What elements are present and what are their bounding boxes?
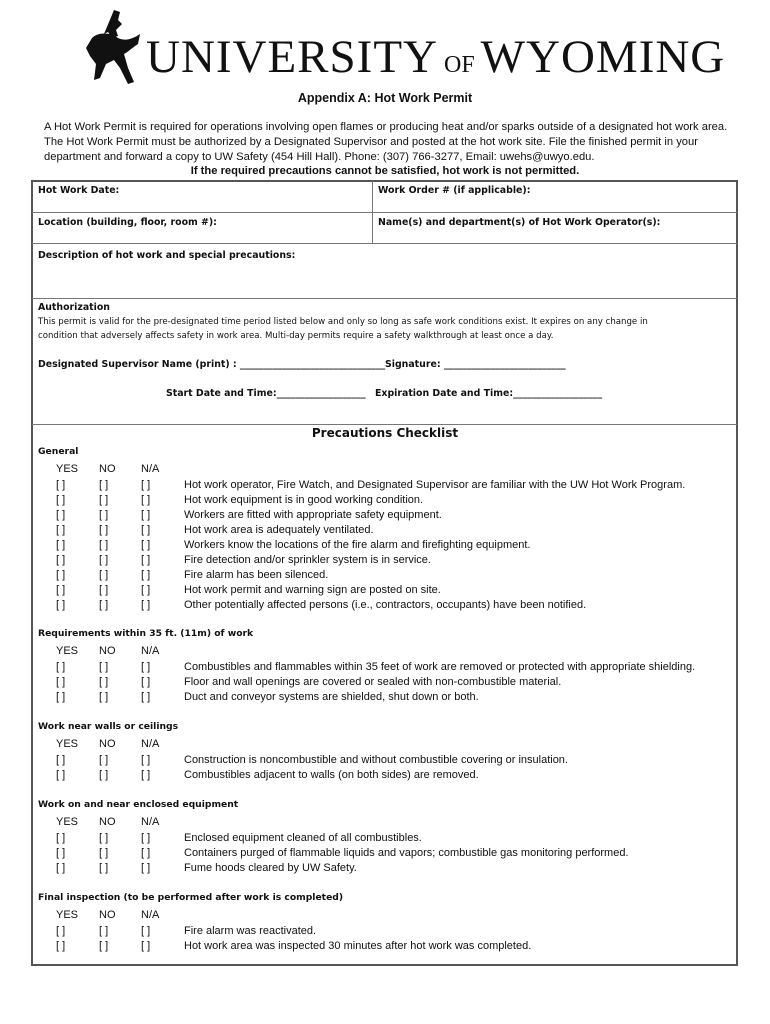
logo-wyoming: WYOMING: [480, 31, 726, 83]
logo-of: OF: [443, 52, 475, 78]
column-header-na: N/A: [141, 816, 160, 828]
no-checkbox[interactable]: [ ]: [99, 661, 109, 673]
section-heading: Work on and near enclosed equipment: [38, 799, 239, 810]
column-header-yes: YES: [56, 645, 79, 657]
yes-checkbox[interactable]: [ ]: [56, 754, 66, 766]
na-checkbox[interactable]: [ ]: [141, 554, 151, 566]
na-checkbox[interactable]: [ ]: [141, 847, 151, 859]
na-checkbox[interactable]: [ ]: [141, 661, 151, 673]
form-divider: [32, 243, 737, 244]
checklist-item: Enclosed equipment cleaned of all combustibles.: [184, 832, 422, 844]
checklist-item: Fire alarm was reactivated.: [184, 925, 317, 937]
expiration-date-field[interactable]: Expiration Date and Time:___________________: [375, 388, 603, 399]
na-checkbox[interactable]: [ ]: [141, 862, 151, 874]
yes-checkbox[interactable]: [ ]: [56, 494, 66, 506]
na-checkbox[interactable]: [ ]: [141, 569, 151, 581]
no-checkbox[interactable]: [ ]: [99, 569, 109, 581]
signature-field[interactable]: Signature: __________________________: [385, 359, 566, 370]
hot-work-date-field[interactable]: Hot Work Date:: [38, 185, 120, 196]
form-divider: [32, 212, 737, 213]
no-checkbox[interactable]: [ ]: [99, 862, 109, 874]
university-wordmark: [146, 30, 725, 84]
no-checkbox[interactable]: [ ]: [99, 691, 109, 703]
column-header-yes: YES: [56, 909, 79, 921]
yes-checkbox[interactable]: [ ]: [56, 599, 66, 611]
yes-checkbox[interactable]: [ ]: [56, 832, 66, 844]
yes-checkbox[interactable]: [ ]: [56, 509, 66, 521]
na-checkbox[interactable]: [ ]: [141, 940, 151, 952]
yes-checkbox[interactable]: [ ]: [56, 524, 66, 536]
location-field[interactable]: Location (building, floor, room #):: [38, 217, 217, 228]
na-checkbox[interactable]: [ ]: [141, 584, 151, 596]
form-divider: [32, 424, 737, 425]
checklist-item: Hot work area was inspected 30 minutes after hot work was completed.: [184, 940, 532, 952]
yes-checkbox[interactable]: [ ]: [56, 691, 66, 703]
checklist-item: Hot work area is adequately ventilated.: [184, 524, 374, 536]
section-heading: Final inspection (to be performed after work is completed): [38, 892, 344, 903]
na-checkbox[interactable]: [ ]: [141, 832, 151, 844]
start-date-field[interactable]: Start Date and Time:___________________: [166, 388, 366, 399]
column-header-na: N/A: [141, 645, 160, 657]
column-header-yes: YES: [56, 738, 79, 750]
checklist-item: Hot work equipment is in good working condition.: [184, 494, 424, 506]
no-checkbox[interactable]: [ ]: [99, 769, 109, 781]
checklist-item: Workers are fitted with appropriate safety equipment.: [184, 509, 442, 521]
checklist-item: Workers know the locations of the fire alarm and firefighting equipment.: [184, 539, 531, 551]
university-logo: [84, 8, 726, 88]
checklist-item: Floor and wall openings are covered or sealed with non-combustible material.: [184, 676, 562, 688]
work-order-field[interactable]: Work Order # (if applicable):: [378, 185, 531, 196]
column-header-no: NO: [99, 816, 116, 828]
no-checkbox[interactable]: [ ]: [99, 554, 109, 566]
yes-checkbox[interactable]: [ ]: [56, 661, 66, 673]
column-header-no: NO: [99, 738, 116, 750]
yes-checkbox[interactable]: [ ]: [56, 847, 66, 859]
yes-checkbox[interactable]: [ ]: [56, 676, 66, 688]
no-checkbox[interactable]: [ ]: [99, 509, 109, 521]
form-divider: [32, 298, 737, 299]
column-header-na: N/A: [141, 909, 160, 921]
checklist-item: Duct and conveyor systems are shielded, shut down or both.: [184, 691, 479, 703]
na-checkbox[interactable]: [ ]: [141, 925, 151, 937]
no-checkbox[interactable]: [ ]: [99, 494, 109, 506]
description-field[interactable]: Description of hot work and special precautions:: [38, 250, 296, 261]
authorization-heading: Authorization: [38, 302, 110, 313]
authorization-text-2: condition that adversely affects safety in work area. Multi-day permits require a safety walkthrough at least once a day.: [38, 331, 554, 341]
na-checkbox[interactable]: [ ]: [141, 691, 151, 703]
na-checkbox[interactable]: [ ]: [141, 539, 151, 551]
yes-checkbox[interactable]: [ ]: [56, 769, 66, 781]
na-checkbox[interactable]: [ ]: [141, 754, 151, 766]
yes-checkbox[interactable]: [ ]: [56, 539, 66, 551]
no-checkbox[interactable]: [ ]: [99, 940, 109, 952]
no-checkbox[interactable]: [ ]: [99, 925, 109, 937]
warning-text: If the required precautions cannot be satisfied, hot work is not permitted.: [190, 165, 580, 177]
no-checkbox[interactable]: [ ]: [99, 584, 109, 596]
na-checkbox[interactable]: [ ]: [141, 509, 151, 521]
column-header-no: NO: [99, 909, 116, 921]
bucking-horse-rider-icon: [84, 8, 144, 88]
checklist-item: Fire detection and/or sprinkler system is in service.: [184, 554, 431, 566]
no-checkbox[interactable]: [ ]: [99, 754, 109, 766]
page-title: Appendix A: Hot Work Permit: [297, 91, 473, 105]
column-header-na: N/A: [141, 738, 160, 750]
section-heading: Work near walls or ceilings: [38, 721, 179, 732]
checklist-item: Containers purged of flammable liquids and vapors; combustible gas monitoring performed.: [184, 847, 629, 859]
na-checkbox[interactable]: [ ]: [141, 676, 151, 688]
yes-checkbox[interactable]: [ ]: [56, 479, 66, 491]
na-checkbox[interactable]: [ ]: [141, 494, 151, 506]
yes-checkbox[interactable]: [ ]: [56, 569, 66, 581]
operators-field[interactable]: Name(s) and department(s) of Hot Work Operator(s):: [378, 217, 661, 228]
na-checkbox[interactable]: [ ]: [141, 524, 151, 536]
logo-university: UNIVERSITY: [146, 31, 438, 83]
checklist-title: Precautions Checklist: [311, 426, 459, 440]
checklist-item: Hot work operator, Fire Watch, and Designated Supervisor are familiar with the UW Hot Work Program.: [184, 479, 686, 491]
no-checkbox[interactable]: [ ]: [99, 676, 109, 688]
checklist-item: Other potentially affected persons (i.e., contractors, occupants) have been notified.: [184, 599, 587, 611]
checklist-item: Combustibles and flammables within 35 feet of work are removed or protected with appropriate shielding.: [184, 661, 696, 673]
yes-checkbox[interactable]: [ ]: [56, 554, 66, 566]
checklist-item: Fume hoods cleared by UW Safety.: [184, 862, 357, 874]
no-checkbox[interactable]: [ ]: [99, 539, 109, 551]
form-column-divider: [372, 181, 373, 243]
column-header-yes: YES: [56, 816, 79, 828]
checklist-item: Construction is noncombustible and without combustible covering or insulation.: [184, 754, 568, 766]
no-checkbox[interactable]: [ ]: [99, 832, 109, 844]
na-checkbox[interactable]: [ ]: [141, 769, 151, 781]
checklist-item: Combustibles adjacent to walls (on both sides) are removed.: [184, 769, 479, 781]
checklist-item: Hot work permit and warning sign are posted on site.: [184, 584, 441, 596]
section-heading: Requirements within 35 ft. (11m) of work: [38, 628, 254, 639]
yes-checkbox[interactable]: [ ]: [56, 862, 66, 874]
no-checkbox[interactable]: [ ]: [99, 599, 109, 611]
yes-checkbox[interactable]: [ ]: [56, 940, 66, 952]
column-header-na: N/A: [141, 463, 160, 475]
no-checkbox[interactable]: [ ]: [99, 479, 109, 491]
supervisor-name-field[interactable]: Designated Supervisor Name (print) : _______________________________: [38, 359, 386, 370]
yes-checkbox[interactable]: [ ]: [56, 925, 66, 937]
column-header-no: NO: [99, 645, 116, 657]
column-header-yes: YES: [56, 463, 79, 475]
authorization-text-1: This permit is valid for the pre-designated time period listed below and only so long as safe work conditions exist. It expires on any change in: [38, 317, 648, 327]
column-header-no: NO: [99, 463, 116, 475]
na-checkbox[interactable]: [ ]: [141, 599, 151, 611]
section-heading: General: [38, 446, 79, 457]
checklist-item: Fire alarm has been silenced.: [184, 569, 329, 581]
na-checkbox[interactable]: [ ]: [141, 479, 151, 491]
no-checkbox[interactable]: [ ]: [99, 847, 109, 859]
no-checkbox[interactable]: [ ]: [99, 524, 109, 536]
yes-checkbox[interactable]: [ ]: [56, 584, 66, 596]
intro-paragraph: A Hot Work Permit is required for operations involving open flames or producing heat and/or sparks outside of a designated hot work area. The Hot Work Permit must be authorized by a Designated Supervisor and posted at the hot work site. File the finished permit in your department and forward a copy to UW Safety (454 Hill Hall). Phone: (307) 766-3277, Email: uwehs@uwyo.edu.: [44, 121, 728, 163]
